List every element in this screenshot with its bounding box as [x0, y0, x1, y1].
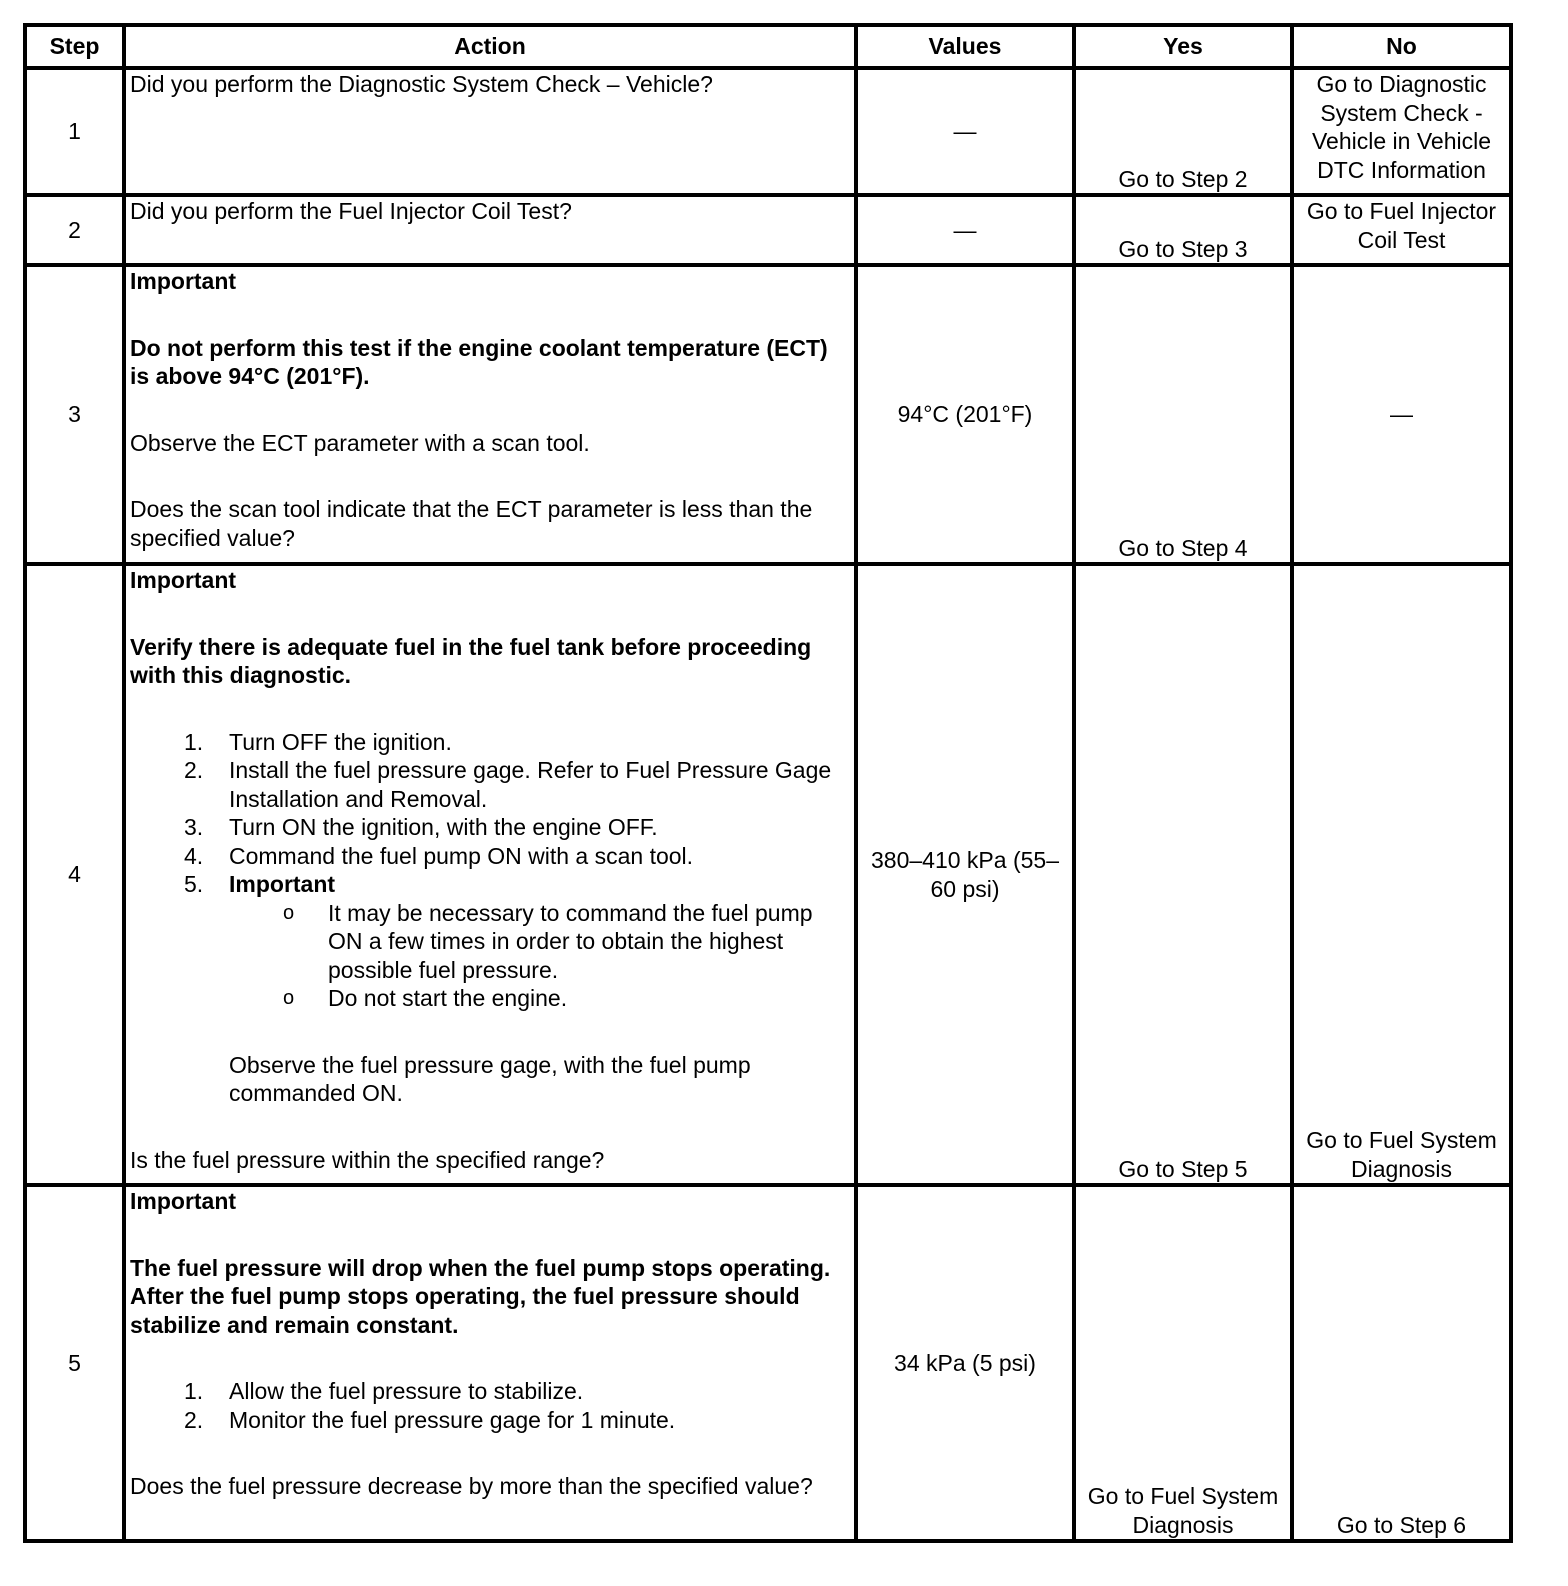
bullet-list	[229, 899, 850, 1013]
substep-list	[130, 728, 850, 1013]
header-action: Action	[124, 25, 856, 68]
table-row	[25, 68, 1511, 195]
header-yes: Yes	[1074, 25, 1292, 68]
important-label: Important	[130, 567, 237, 593]
no-cell: Go to Diagnostic System Check - Vehicle in Vehicle DTC Information	[1292, 68, 1511, 195]
list-item: 5. Important o It may be necessary to command the fuel pump ON a few times in order to obtain the highest possible fuel pressure. o Do not start the engine.	[184, 870, 850, 1013]
header-values: Values	[856, 25, 1074, 68]
step-number: 5	[25, 1185, 124, 1541]
list-item: o Do not start the engine.	[283, 985, 568, 1011]
step-number: 4	[25, 564, 124, 1185]
yes-cell: Go to Fuel System Diagnosis	[1074, 1185, 1292, 1541]
action-question: Is the fuel pressure within the specified range?	[130, 1146, 605, 1173]
diagnostic-table	[23, 23, 1513, 1543]
action-cell	[124, 564, 856, 1185]
action-question: Did you perform the Diagnostic System Check – Vehicle?	[130, 71, 713, 97]
bullet-icon: o	[283, 901, 295, 924]
table-row	[25, 564, 1511, 1185]
no-cell: Go to Fuel Injector Coil Test	[1292, 195, 1511, 265]
important-text: Do not perform this test if the engine coolant temperature (ECT) is above 94°C (201°F).	[130, 334, 828, 389]
list-item: 3. Turn ON the ignition, with the engine OFF.	[184, 814, 658, 840]
action-cell	[124, 1185, 856, 1541]
values-cell: 94°C (201°F)	[856, 265, 1074, 564]
step-number: 3	[25, 265, 124, 564]
table-row	[25, 265, 1511, 564]
yes-cell: Go to Step 2	[1074, 68, 1292, 195]
no-cell: Go to Step 6	[1292, 1185, 1511, 1541]
important-label: Important	[130, 268, 237, 294]
values-cell: —	[856, 195, 1074, 265]
action-cell	[124, 265, 856, 564]
no-cell: Go to Fuel System Diagnosis	[1292, 564, 1511, 1185]
table-row	[25, 1185, 1511, 1541]
important-text: Verify there is adequate fuel in the fuel tank before proceeding with this diagnostic.	[130, 633, 812, 688]
important-label: Important	[130, 1188, 237, 1214]
table-header-row	[25, 25, 1511, 68]
yes-cell: Go to Step 3	[1074, 195, 1292, 265]
action-question: Did you perform the Fuel Injector Coil Test?	[130, 198, 572, 224]
list-item: 2. Monitor the fuel pressure gage for 1 minute.	[184, 1406, 676, 1433]
header-no: No	[1292, 25, 1511, 68]
no-cell: —	[1292, 265, 1511, 564]
yes-cell: Go to Step 4	[1074, 265, 1292, 564]
values-cell: 34 kPa (5 psi)	[856, 1185, 1074, 1541]
step-number: 2	[25, 195, 124, 265]
list-item: 2. Install the fuel pressure gage. Refer to Fuel Pressure Gage Installation and Removal.	[184, 757, 832, 812]
header-step: Step	[25, 25, 124, 68]
action-instruction: Observe the ECT parameter with a scan tool.	[130, 429, 590, 456]
important-text: The fuel pressure will drop when the fuel pump stops operating. After the fuel pump stops operating, the fuel pressure should stabilize and remain constant.	[130, 1254, 831, 1338]
list-item: 1. Turn OFF the ignition.	[184, 728, 452, 755]
list-item: 1. Allow the fuel pressure to stabilize.	[184, 1378, 584, 1404]
action-cell	[124, 68, 856, 195]
action-question: Does the scan tool indicate that the ECT parameter is less than the specified value?	[130, 496, 813, 551]
list-item: 4. Command the fuel pump ON with a scan tool.	[184, 842, 694, 869]
bullet-icon: o	[283, 987, 295, 1009]
values-cell: —	[856, 68, 1074, 195]
values-cell: 380–410 kPa (55–60 psi)	[856, 564, 1074, 1185]
action-question: Does the fuel pressure decrease by more than the specified value?	[130, 1473, 813, 1499]
action-cell	[124, 195, 856, 265]
table-row	[25, 195, 1511, 265]
step-number: 1	[25, 68, 124, 195]
yes-cell: Go to Step 5	[1074, 564, 1292, 1185]
list-item: o It may be necessary to command the fuel pump ON a few times in order to obtain the highest possible fuel pressure.	[283, 899, 813, 983]
substep-list	[130, 1377, 850, 1434]
action-instruction: Observe the fuel pressure gage, with the fuel pump commanded ON.	[229, 1051, 751, 1106]
